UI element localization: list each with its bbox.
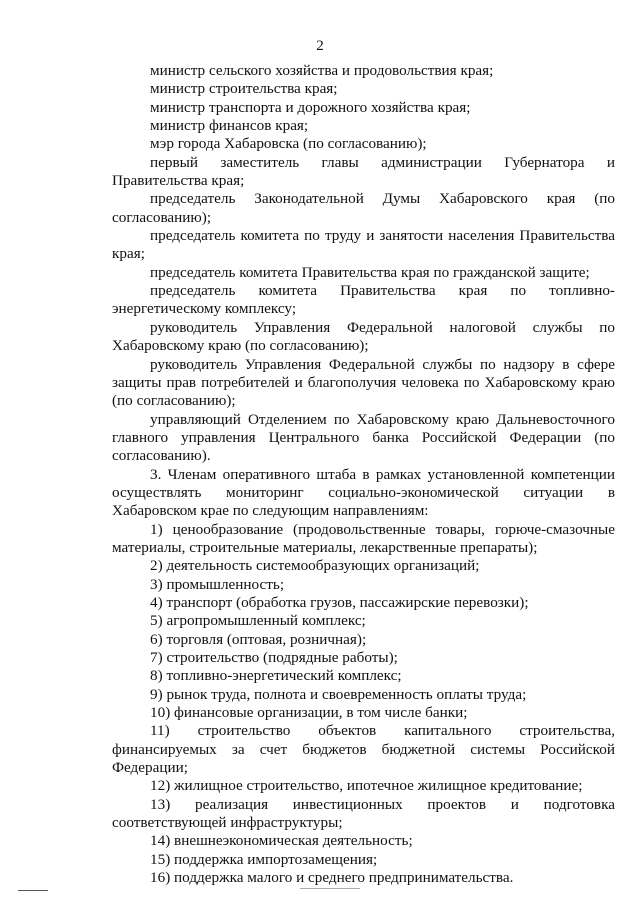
member-item: первый заместитель главы администрации Губернатора и Правительства края; [112, 153, 615, 190]
member-item: председатель комитета по труду и занятости населения Правительства края; [112, 227, 615, 263]
direction-item: 5) агропромышленный комплекс; [150, 612, 366, 630]
member-item: министр транспорта и дорожного хозяйства края; [150, 98, 471, 116]
scan-artifact [300, 888, 360, 889]
member-item: руководитель Управления Федеральной службы по надзору в сфере защиты прав потребителей и благополучия человека по Хабаровскому краю (по согласованию); [112, 355, 615, 410]
direction-item: 11) строительство объектов капитального строительства, финансируемых за счет бюджетов бюджетной системы Российской Федерации; [112, 722, 615, 777]
scan-artifact [18, 890, 48, 891]
direction-item: 12) жилищное строительство, ипотечное жилищное кредитование; [150, 777, 583, 795]
member-item: руководитель Управления Федеральной налоговой службы по Хабаровскому краю (по согласованию); [112, 318, 615, 355]
direction-item: 14) внешнеэкономическая деятельность; [150, 832, 413, 850]
member-item: министр сельского хозяйства и продовольствия края; [150, 62, 494, 79]
direction-item: 9) рынок труда, полнота и своевременность оплаты труда; [150, 685, 527, 703]
member-item: председатель комитета Правительства края по топливно-энергетическому комплексу; [112, 282, 615, 318]
direction-item: 6) торговля (оптовая, розничная); [150, 630, 367, 648]
document-body [112, 62, 615, 887]
member-item: мэр города Хабаровска (по согласованию); [150, 135, 427, 153]
direction-item: 7) строительство (подрядные работы); [150, 649, 398, 666]
member-item: председатель комитета Правительства края по гражданской защите; [150, 263, 590, 281]
direction-item: 1) ценообразование (продовольственные товары, горюче-смазочные материалы, строительные материалы, лекарственные препараты); [112, 520, 615, 556]
direction-item: 2) деятельность системообразующих организаций; [150, 557, 480, 575]
page-number: 2 [316, 38, 324, 54]
direction-item: 3) промышленность; [150, 575, 285, 593]
direction-item: 13) реализация инвестиционных проектов и подготовка соответствующей инфраструктуры; [112, 795, 615, 832]
direction-item: 16) поддержка малого и среднего предпринимательства. [150, 869, 514, 887]
direction-item: 8) топливно-энергетический комплекс; [150, 667, 402, 685]
direction-item: 15) поддержка импортозамещения; [150, 850, 378, 868]
direction-item: 10) финансовые организации, в том числе банки; [150, 704, 468, 722]
direction-item: 4) транспорт (обработка грузов, пассажирские перевозки); [150, 593, 529, 611]
member-item: управляющий Отделением по Хабаровскому краю Дальневосточного главного управления Центрального банка Российской Федерации (по согласованию). [112, 410, 615, 465]
member-item: министр финансов края; [150, 117, 309, 135]
clause-3: 3. Членам оперативного штаба в рамках установленной компетенции осуществлять мониторинг социально-экономической ситуации в Хабаровском крае по следующим направлениям: [112, 465, 615, 520]
member-item: председатель Законодательной Думы Хабаровского края (по согласованию); [112, 190, 615, 226]
member-item: министр строительства края; [150, 80, 338, 98]
